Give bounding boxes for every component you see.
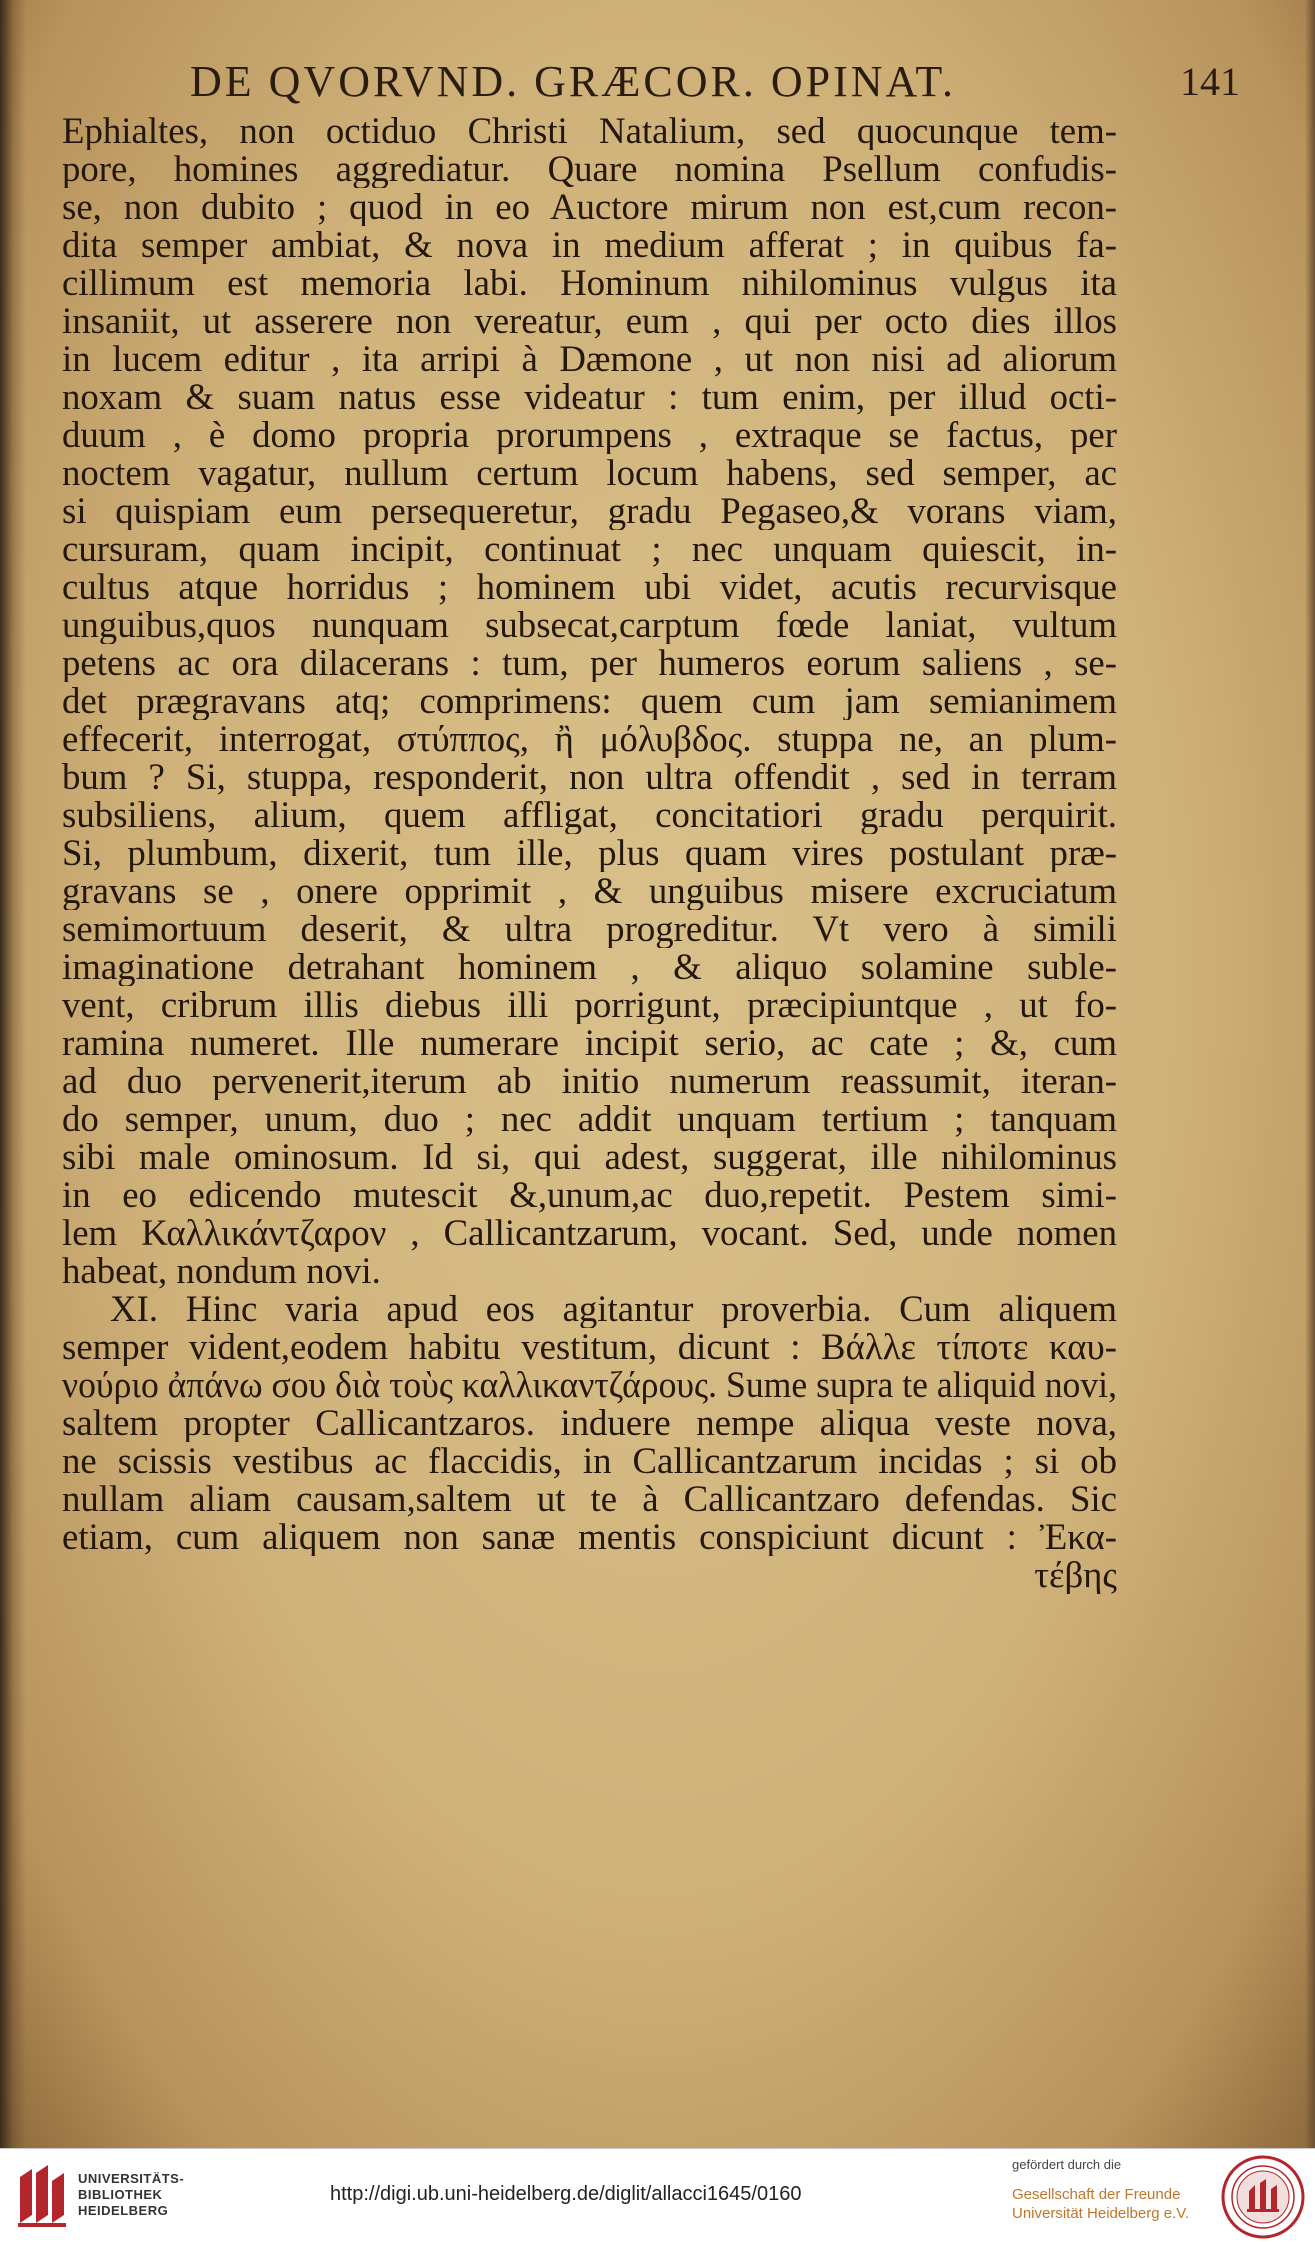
- sponsor-name[interactable]: [1012, 2185, 1189, 2223]
- text-line: sibi male ominosum. Id si, qui adest, suggerat, ille nihilominus: [62, 1138, 1117, 1176]
- text-line: duum , è domo propria prorumpens , extraque se factus, per: [62, 416, 1117, 454]
- text-line: petens ac ora dilacerans : tum, per humeros eorum saliens , se-: [62, 644, 1117, 682]
- text-line: in lucem editur , ita arripi à Dæmone , ut non nisi ad aliorum: [62, 340, 1117, 378]
- text-line: etiam, cum aliquem non sanæ mentis conspiciunt dicunt : Ἐκα-: [62, 1518, 1117, 1556]
- text-line: ramina numeret. Ille numerare incipit serio, ac cate ; &, cum: [62, 1024, 1117, 1062]
- text-line: Ephialtes, non octiduo Christi Natalium, sed quocunque tem-: [62, 112, 1117, 150]
- text-line: dita semper ambiat, & nova in medium afferat ; in quibus fa-: [62, 226, 1117, 264]
- text-line: noctem vagatur, nullum certum locum habens, sed semper, ac: [62, 454, 1117, 492]
- text-line: vent, cribrum illis diebus illi porrigunt, præcipiuntque , ut fo-: [62, 986, 1117, 1024]
- sponsor-name-line: Universität Heidelberg e.V.: [1012, 2205, 1190, 2222]
- text-line: cillimum est memoria labi. Hominum nihilominus vulgus ita: [62, 264, 1117, 302]
- funded-by-label: gefördert durch die: [1012, 2157, 1122, 2172]
- text-line: cultus atque horridus ; hominem ubi videt, acutis recurvisque: [62, 568, 1117, 606]
- text-line: unguibus,quos nunquam subsecat,carptum fœde laniat, vultum: [62, 606, 1117, 644]
- text-line: pore, homines aggrediatur. Quare nomina Psellum confudis-: [62, 150, 1117, 188]
- text-line: habeat, nondum novi.: [62, 1252, 381, 1290]
- library-name[interactable]: [78, 2171, 184, 2219]
- page-number: 141: [1180, 59, 1240, 104]
- text-line: imaginatione detrahant hominem , & aliquo solamine suble-: [62, 948, 1117, 986]
- sponsor-name-line: Gesellschaft der Freunde: [1012, 2186, 1181, 2203]
- text-line: bum ? Si, stuppa, responderit, non ultra offendit , sed in terram: [62, 758, 1117, 796]
- text-line: nullam aliam causam,saltem ut te à Callicantzaro defendas. Sic: [62, 1480, 1117, 1518]
- library-name-line: BIBLIOTHEK: [78, 2187, 163, 2202]
- text-line: XI. Hinc varia apud eos agitantur proverbia. Cum aliquem: [110, 1290, 1117, 1328]
- catchword: τέβης: [1034, 1556, 1117, 1594]
- text-line: ne scissis vestibus ac flaccidis, in Callicantzarum incidas ; si ob: [62, 1442, 1117, 1480]
- text-line: ad duo pervenerit,iterum ab initio numerum reassumit, iteran-: [62, 1062, 1117, 1100]
- text-line: subsiliens, alium, quem affligat, concitatiori gradu perquirit.: [62, 796, 1117, 834]
- text-line: si quispiam eum persequeretur, gradu Pegaseo,& vorans viam,: [62, 492, 1117, 530]
- page-gutter-shadow: [0, 0, 26, 2148]
- page-edge-shadow: [1305, 0, 1315, 2148]
- text-line: cursuram, quam incipit, continuat ; nec unquam quiescit, in-: [62, 530, 1117, 568]
- library-name-line: UNIVERSITÄTS-: [78, 2171, 185, 2186]
- text-line: se, non dubito ; quod in eo Auctore mirum non est,cum recon-: [62, 188, 1117, 226]
- running-head-title: DE QVORVND. GRÆCOR. OPINAT.: [190, 57, 957, 106]
- permalink-url[interactable]: http://digi.ub.uni-heidelberg.de/diglit/allacci1645/0160: [330, 2183, 802, 2205]
- text-line: noxam & suam natus esse videatur : tum enim, per illud octi-: [62, 378, 1117, 416]
- text-line: νούριο ἀπάνω σου διὰ τοὺς καλλικαντζάρους. Sume supra te aliquid novi,: [62, 1366, 1117, 1404]
- text-line: effecerit, interrogat, στύππος, ἢ μόλυβδος. stuppa ne, an plum-: [62, 720, 1117, 758]
- text-line: in eo edicendo mutescit &,unum,ac duo,repetit. Pestem simi-: [62, 1176, 1117, 1214]
- text-line: Si, plumbum, dixerit, tum ille, plus quam vires postulant præ-: [62, 834, 1117, 872]
- university-seal-icon[interactable]: [1221, 2155, 1305, 2239]
- body-text: [62, 112, 1117, 1594]
- text-line: semimortuum deserit, & ultra progreditur. Vt vero à simili: [62, 910, 1117, 948]
- university-library-logo-icon[interactable]: [14, 2163, 70, 2229]
- text-line: gravans se , onere opprimit , & unguibus misere excruciatum: [62, 872, 1117, 910]
- running-head: [150, 56, 1240, 110]
- text-line: do semper, unum, duo ; nec addit unquam tertium ; tanquam: [62, 1100, 1117, 1138]
- text-line: lem Καλλικάντζαρον , Callicantzarum, vocant. Sed, unde nomen: [62, 1214, 1117, 1252]
- viewer-footer: [0, 2148, 1315, 2242]
- text-line: det prægravans atq; comprimens: quem cum jam semianimem: [62, 682, 1117, 720]
- library-name-line: HEIDELBERG: [78, 2203, 169, 2218]
- text-line: insaniit, ut asserere non vereatur, eum , qui per octo dies illos: [62, 302, 1117, 340]
- text-line: semper vident,eodem habitu vestitum, dicunt : Βάλλε τίποτε καυ-: [62, 1328, 1117, 1366]
- text-line: saltem propter Callicantzaros. induere nempe aliqua veste nova,: [62, 1404, 1117, 1442]
